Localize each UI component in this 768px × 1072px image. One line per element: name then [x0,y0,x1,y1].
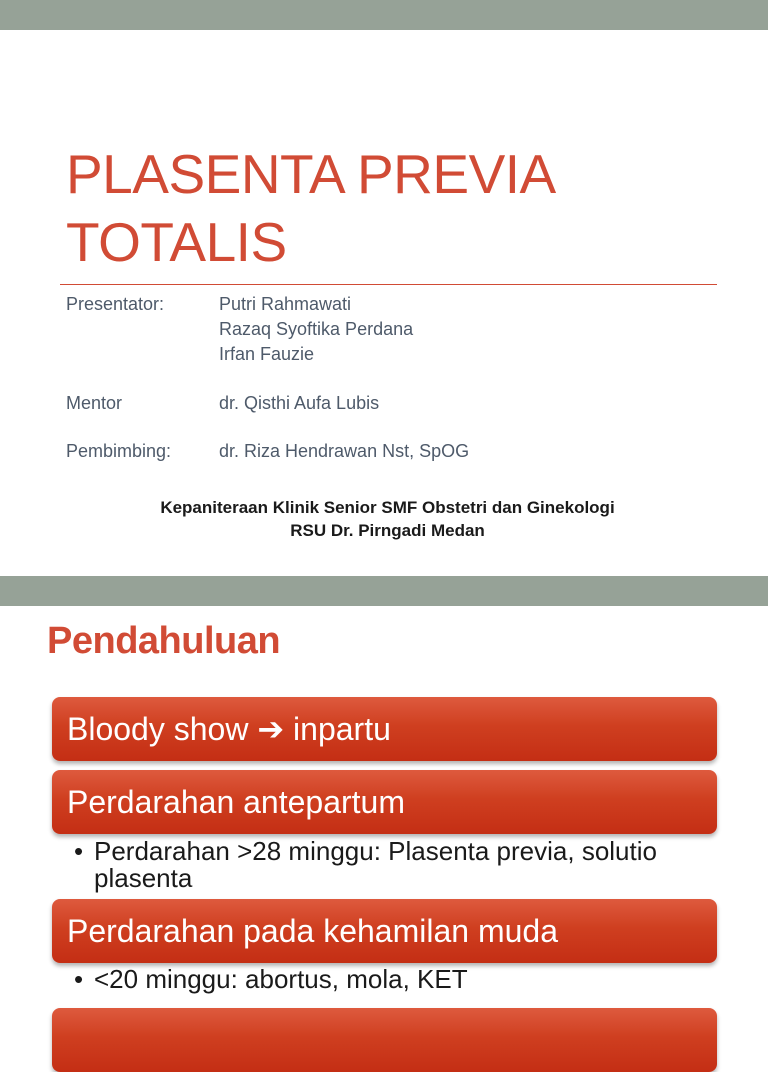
pembimbing-names [219,439,469,464]
title-divider [60,284,717,285]
institution-line: RSU Dr. Pirngadi Medan [290,521,485,540]
presentator-name: Razaq Syoftika Perdana [219,319,414,339]
topic-box-partial [52,1008,717,1072]
bullet-item [74,838,704,892]
slide-title [66,140,556,276]
mentor-name: dr. Qisthi Aufa Lubis [219,393,380,413]
bullet-symbol: • [74,964,84,994]
bullet-symbol: • [74,836,84,866]
mentor-names [219,391,379,416]
bullet-text: <20 minggu: abortus, mola, KET [94,964,468,994]
mentor-label: Mentor [66,393,123,413]
slide-top-bar [0,0,768,30]
slide-top-bar [0,576,768,606]
bullet-text: Perdarahan >28 minggu: Plasenta previa, solutio plasenta [94,836,657,893]
presentator-name: Putri Rahmawati [219,294,352,314]
bullet-item [74,966,704,993]
topic-box-early-pregnancy: Perdarahan pada kehamilan muda [52,899,717,963]
presentator-label: Presentator: [66,294,165,314]
presentator-name: Irfan Fauzie [219,344,315,364]
section-title: Pendahuluan [47,620,281,662]
pembimbing-label: Pembimbing: [66,441,172,461]
institution-footer [0,496,768,542]
topic-box-bloody-show: Bloody show ➔ inpartu [52,697,717,761]
slide-title-line: PLASENTA PREVIA [66,143,556,205]
slide-title-line: TOTALIS [66,211,287,273]
topic-box-antepartum: Perdarahan antepartum [52,770,717,834]
content-slide [0,576,768,1024]
pembimbing-name: dr. Riza Hendrawan Nst, SpOG [219,441,470,461]
institution-line: Kepaniteraan Klinik Senior SMF Obstetri dan Ginekologi [160,498,615,517]
presentator-names [219,292,413,367]
